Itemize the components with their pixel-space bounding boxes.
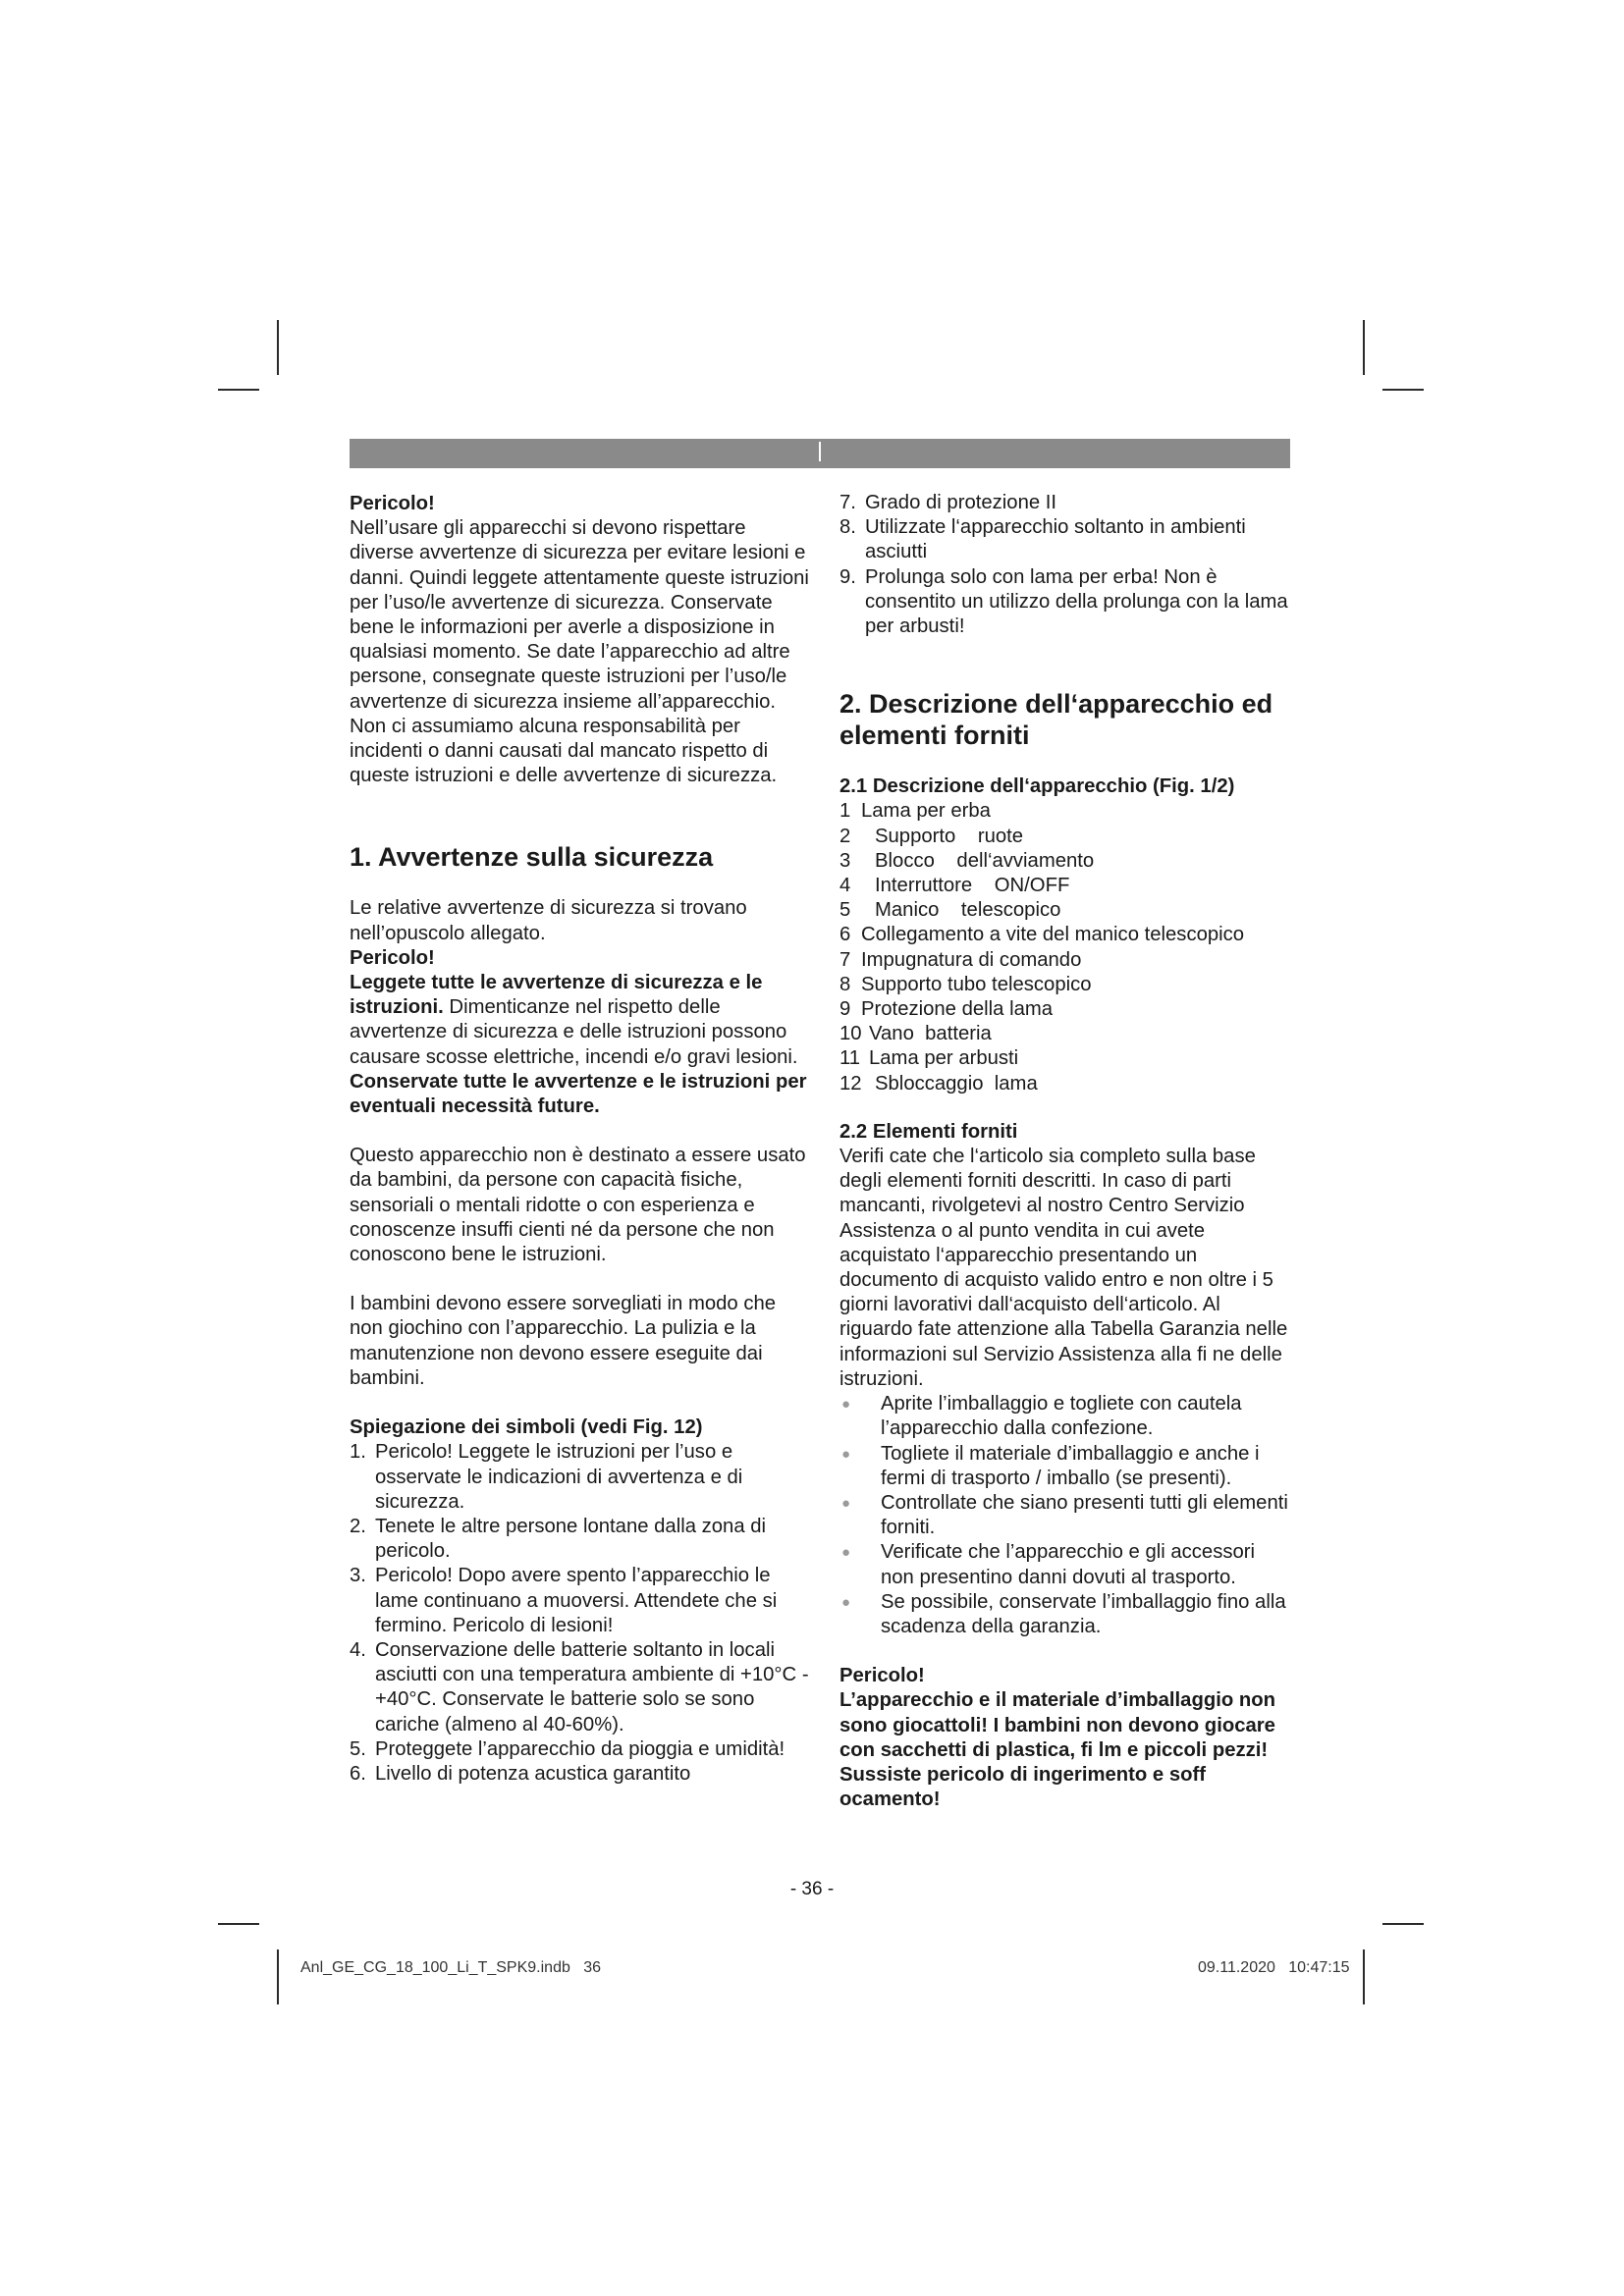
symbols-list xyxy=(350,1440,811,1787)
danger-bold-1: Leggete tutte le avvertenze di sicurezza e le istruzioni. xyxy=(350,972,763,1019)
bullet-icon: ● xyxy=(841,1544,851,1562)
list-item: 2. Tenete le altre persone lontane dalla zona di pericolo. xyxy=(350,1515,767,1563)
crop-mark xyxy=(1363,1949,1365,2004)
list-item: ● Verificate che l’apparecchio e gli accessori non presentino danni dovuti al trasporto. xyxy=(839,1540,1293,1589)
list-item: ● Togliete il materiale d’imballaggio e anche i fermi di trasporto / imballo (se presenti). xyxy=(839,1442,1293,1491)
list-item: 6. Livello di potenza acustica garantito xyxy=(350,1762,691,1785)
left-column xyxy=(350,491,811,1787)
children-paragraph: Questo apparecchio non è destinato a essere usato da bambini, da persone con capacità fisiche, sensoriali o mentali ridotte o con esperienza e conoscenze insuffi cienti né da persone che non conoscono bene le istruzioni. xyxy=(350,1145,806,1266)
subsection-2-1-heading: 2.1 Descrizione dell‘apparecchio (Fig. 1/2) xyxy=(839,775,1235,798)
parts-list xyxy=(839,799,1293,1095)
bullet-icon: ● xyxy=(841,1445,851,1463)
list-item: ● Controllate che siano presenti tutti gli elementi forniti. xyxy=(839,1491,1293,1540)
footer-filename: Anl_GE_CG_18_100_Li_T_SPK9.indb 36 xyxy=(300,1959,601,1976)
symbols-list-continued xyxy=(839,491,1293,639)
subsection-2-2-heading: 2.2 Elementi forniti xyxy=(839,1120,1018,1143)
list-item: 10 Vano batteria xyxy=(839,1023,992,1045)
intro-text: Nell’usare gli apparecchi si devono rispettare diverse avvertenze di sicurezza per evitare lesioni e danni. Quindi leggete attentamente queste istruzioni per l’uso/le avvertenze di sicurezza. Conservate bene le informazioni per averle a disposizione in qualsiasi momento. Se date l’apparecchio ad altre persone, consegnate queste istruzioni per l’uso/le avvertenze di sicurezza insieme all’apparecchio. Non ci assumiamo alcuna responsabilità per incidenti o danni causati dal mancato rispetto di queste istruzioni e delle avvertenze di sicurezza. xyxy=(350,517,809,787)
language-header-bar xyxy=(350,439,1290,468)
list-item: 7 Impugnatura di comando xyxy=(839,948,1082,971)
danger-label-right: Pericolo! xyxy=(839,1665,925,1687)
list-item: 9 Protezione della lama xyxy=(839,998,1054,1021)
list-item: 9. Prolunga solo con lama per erba! Non è consentito un utilizzo della prolunga con la lama per arbusti! xyxy=(839,565,1288,638)
list-item: 12 Sbloccaggio lama xyxy=(839,1072,1038,1095)
list-item: 1. Pericolo! Leggete le istruzioni per l’uso e osservate le indicazioni di avvertenza e di sicurezza. xyxy=(350,1441,743,1513)
crop-mark xyxy=(218,1923,259,1925)
danger-text-right: L’apparecchio e il materiale d’imballaggio non sono giocattoli! I bambini non devono giocare con sacchetti di plastica, fi lm e piccoli pezzi! Sussiste pericolo di ingerimento e soff ocamento! xyxy=(839,1689,1276,1811)
crop-mark xyxy=(218,389,259,391)
crop-mark xyxy=(1382,389,1424,391)
crop-mark xyxy=(277,1949,279,2004)
language-code-mark xyxy=(819,442,821,461)
crop-mark xyxy=(1382,1923,1424,1925)
supervision-paragraph: I bambini devono essere sorvegliati in modo che non giochino con l’apparecchio. La pulizia e la manutenzione non devono essere eseguite dai bambini. xyxy=(350,1293,777,1389)
list-item: 5. Proteggete l’apparecchio da pioggia e umidità! xyxy=(350,1737,785,1760)
list-item: 8. Utilizzate l‘apparecchio soltanto in ambienti asciutti xyxy=(839,516,1246,563)
list-item: 8 Supporto tubo telescopico xyxy=(839,973,1092,995)
bullet-icon: ● xyxy=(841,1396,851,1414)
crop-mark xyxy=(1363,320,1365,375)
intro-danger-title: Pericolo! xyxy=(350,493,435,514)
section1-heading: 1. Avvertenze sulla sicurezza xyxy=(350,842,714,873)
list-item: 3. Pericolo! Dopo avere spento l’apparecchio le lame continuano a muoversi. Attendete che si fermino. Pericolo di lesioni! xyxy=(350,1565,778,1636)
delivery-paragraph: Verifi cate che l‘articolo sia completo sulla base degli elementi forniti descritti. In caso di parti mancanti, rivolgetevi al nostro Centro Servizio Assistenza o al punto vendita in cui avete acquistato l‘apparecchio presentando un documento di acquisto valido entro e non oltre i 5 giorni lavorativi dall‘acquisto dell‘articolo. Al riguardo fate attenzione alla Tabella Garanzia nelle informazioni sul Servizio Assistenza alla fi ne delle istruzioni. xyxy=(839,1146,1288,1390)
danger-label: Pericolo! xyxy=(350,946,435,969)
section1-intro: Le relative avvertenze di sicurezza si trovano nell’opuscolo allegato. xyxy=(350,897,747,944)
list-item: 5 Manico telescopico xyxy=(839,899,1061,922)
list-item: ● Se possibile, conservate l’imballaggio fino alla scadenza della garanzia. xyxy=(839,1590,1293,1639)
list-item: 7. Grado di protezione II xyxy=(839,492,1057,513)
list-item: 2 Supporto ruote xyxy=(839,825,1024,847)
right-column xyxy=(839,491,1293,1812)
list-item: 11 Lama per arbusti xyxy=(839,1047,1019,1070)
danger-text: Dimenticanze nel rispetto delle avvertenze di sicurezza e delle istruzioni possono causare scosse elettriche, incendi e/o gravi lesioni. xyxy=(350,996,798,1068)
list-item: 4. Conservazione delle batterie soltanto in locali asciutti con una temperatura ambiente di +10°C - +40°C. Conservate le batterie solo se sono cariche (almeno al 40-60%). xyxy=(350,1638,809,1735)
bullet-icon: ● xyxy=(841,1494,851,1512)
bullet-icon: ● xyxy=(841,1593,851,1611)
list-item: 3 Blocco dell‘avviamento xyxy=(839,849,1095,872)
symbols-heading: Spiegazione dei simboli (vedi Fig. 12) xyxy=(350,1416,703,1439)
section2-heading: 2. Descrizione dell‘apparecchio ed elementi forniti xyxy=(839,689,1273,751)
danger-bold-2: Conservate tutte le avvertenze e le istruzioni per eventuali necessità future. xyxy=(350,1070,807,1118)
list-item: 6 Collegamento a vite del manico telescopico xyxy=(839,924,1245,946)
crop-mark xyxy=(277,320,279,375)
list-item: ● Aprite l’imballaggio e togliete con cautela l’apparecchio dalla confezione. xyxy=(839,1392,1293,1441)
page-number: - 36 - xyxy=(789,1879,835,1899)
footer-datetime: 09.11.2020 10:47:15 xyxy=(1198,1959,1350,1976)
list-item: 1 Lama per erba xyxy=(839,800,991,823)
danger-paragraph xyxy=(350,971,811,1070)
list-item: 4 Interruttore ON/OFF xyxy=(839,875,1070,897)
checklist xyxy=(839,1392,1293,1639)
